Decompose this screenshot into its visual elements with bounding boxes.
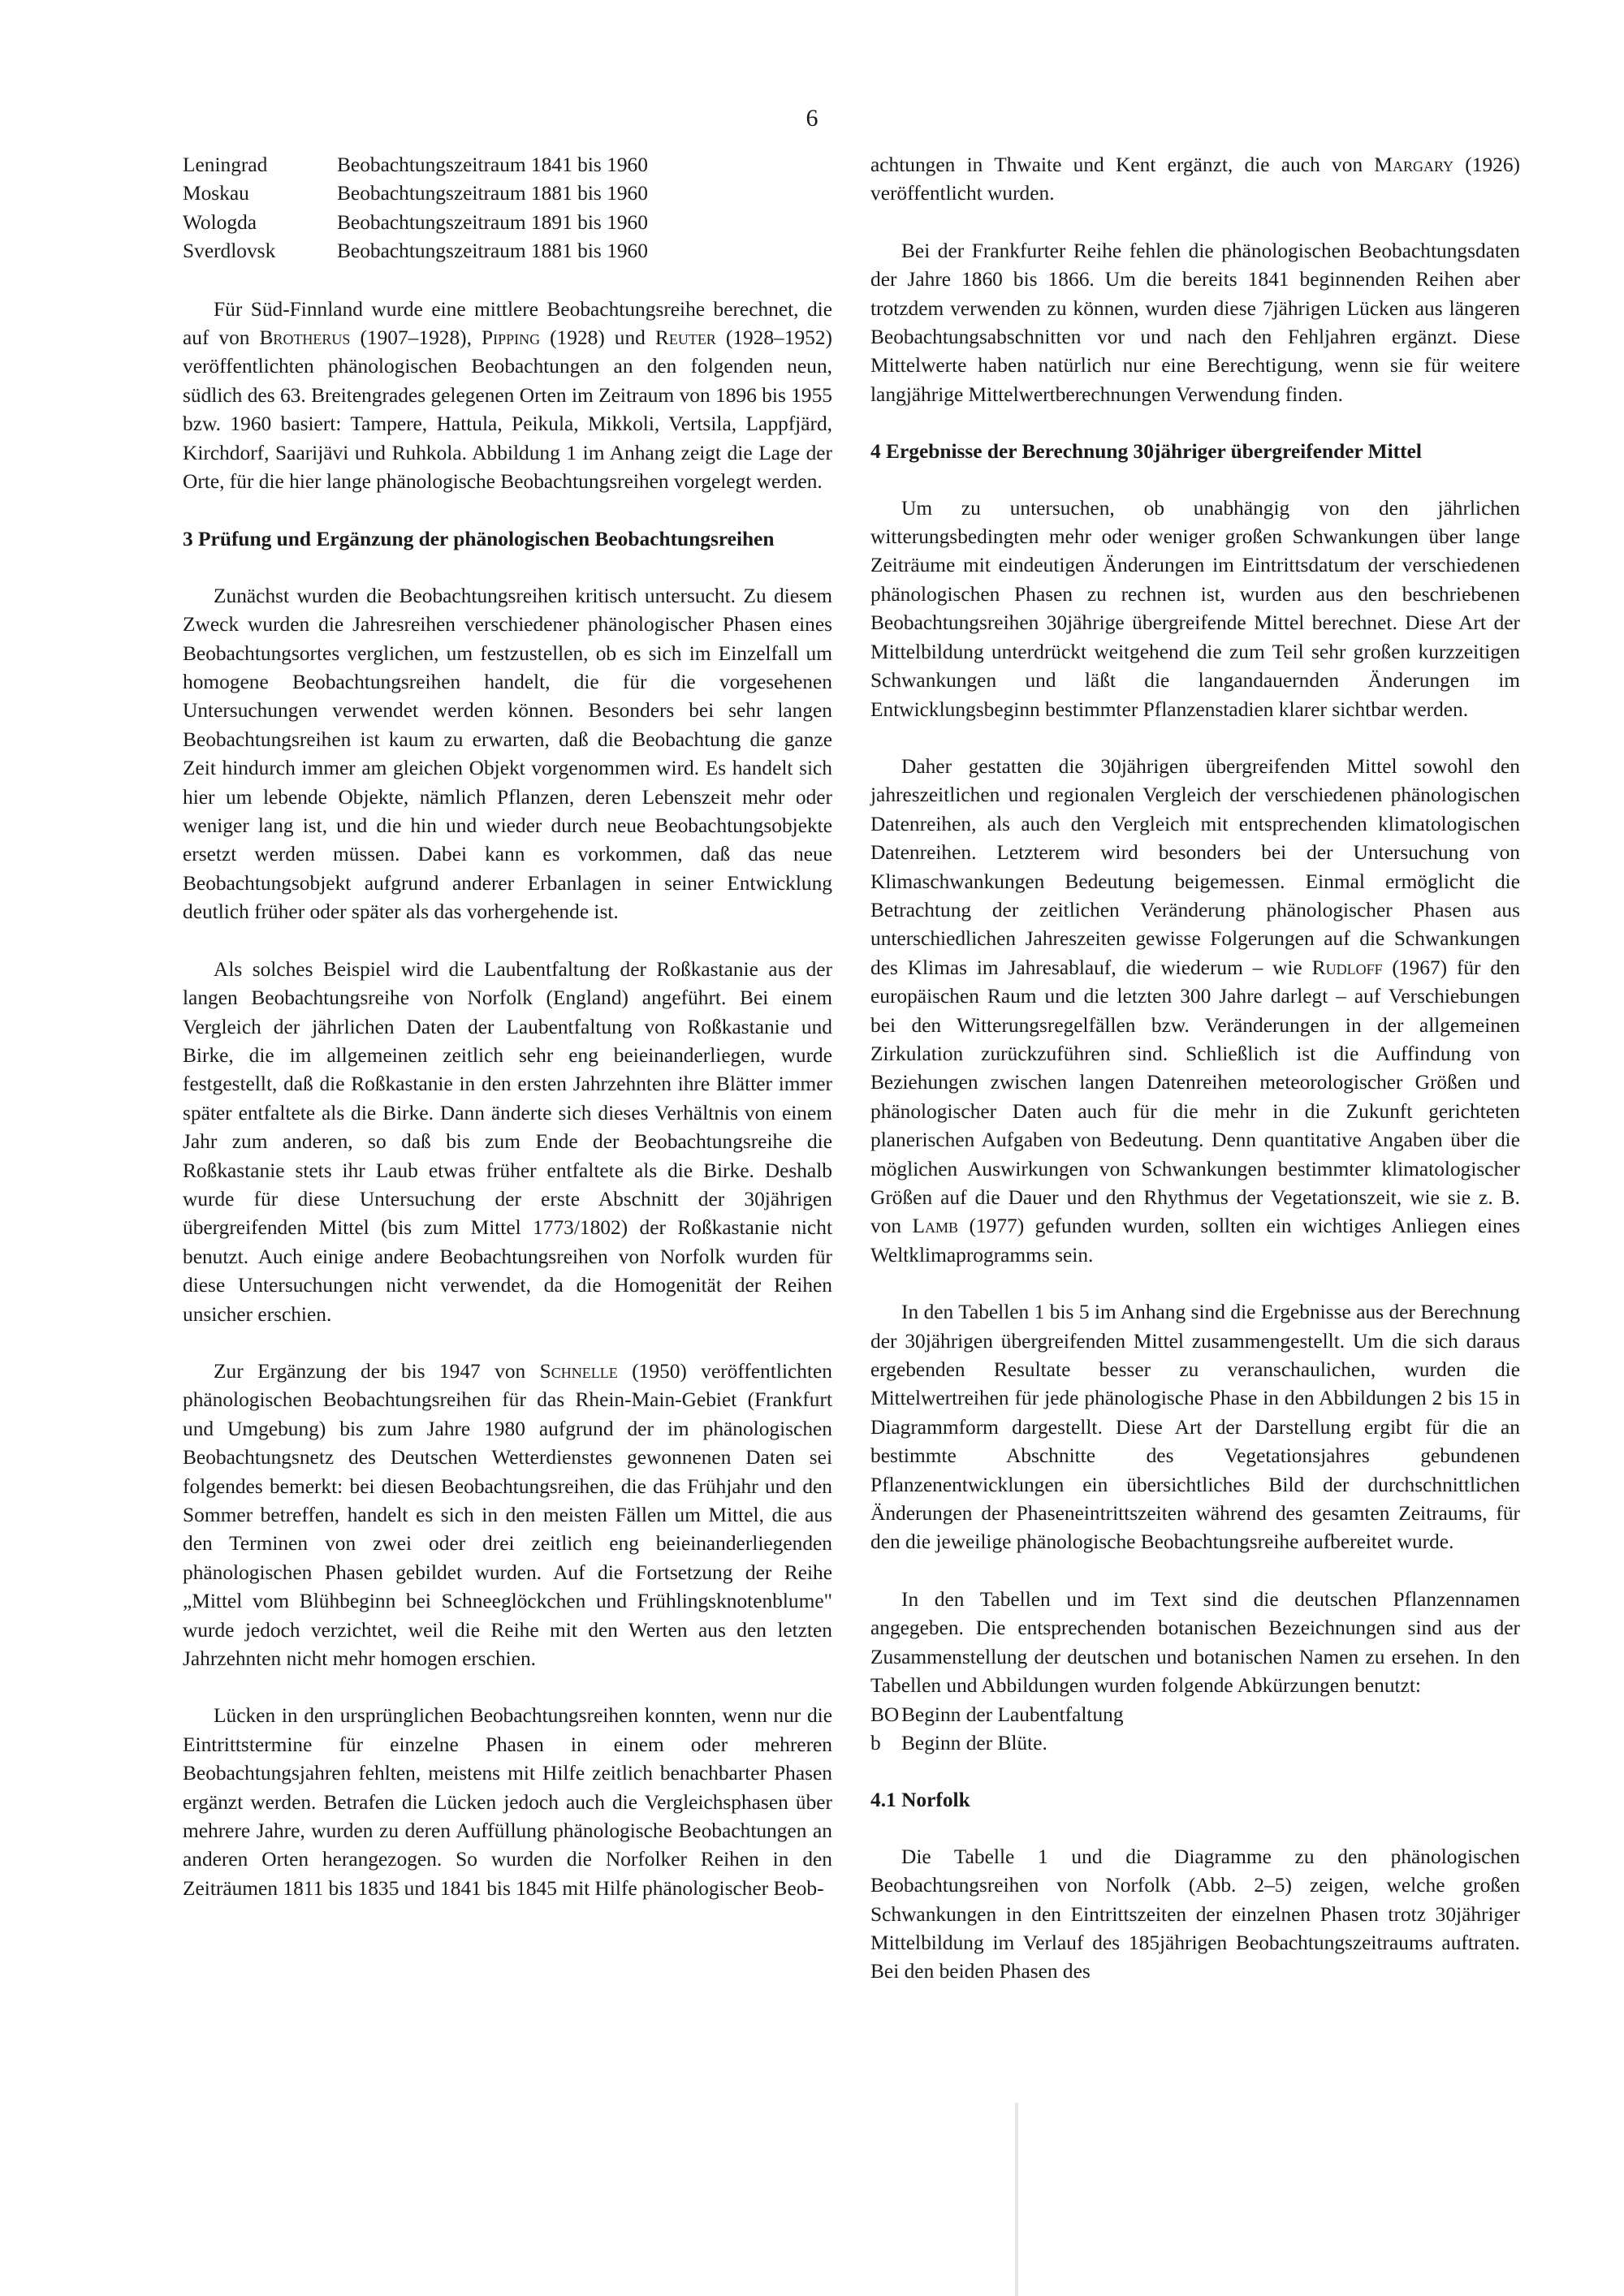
station-name: Sverdlovsk — [183, 240, 276, 263]
station-period: Beobachtungszeitraum 1891 bis 1960 — [337, 210, 648, 234]
paragraph-tabellen: In den Tabellen 1 bis 5 im Anhang sind die Ergebnisse aus der Berechnung der 30jährigen übergreifenden Mittel zusammengestellt. Um die sich daraus ergebenden Resultate besser zu veranschaulichen, wurden die Mittelwertreihen für jede phänologische Phase in den Abbildungen 2 bis 15 in Diagrammform dargestellt. Diese Art der Darstellung ergibt für die an bestimmte Abschnitte des Vegetationsjahres gebundenen Pflanzenentwicklungen ein übersichtliches Bild der durchschnittlichen Änderungen der Phaseneintrittszeiten während des gesamten Zeitraums, für den die jeweilige phänologische Beobachtungsreihe aufbereitet wurde. — [870, 1301, 1520, 1554]
station-period: Beobachtungszeitraum 1881 bis 1960 — [337, 182, 648, 205]
abbreviation-key: b — [870, 1731, 881, 1754]
paragraph-untersuchen: Um zu untersuchen, ob unabhängig von den jährlichen witterungsbedingten mehr oder weniger großen Schwankungen über lange Zeiträume mit eindeutigen Änderungen im Eintrittsdatum der verschiedenen phänologischen Phasen zu rechnen ist, wurden aus den beschriebenen Beobachtungsreihen 30jährige übergreifende Mittel berechnet. Diese Art der Mittelbildung unterdrückt weitgehend die zum Teil sehr großen kurzzeitigen Schwankungen und läßt die langandauernden Änderungen im Entwicklungsbeginn bestimmter Pflanzenstadien klarer sichtbar werden. — [870, 496, 1520, 721]
station-period: Beobachtungszeitraum 1881 bis 1960 — [337, 240, 648, 263]
scan-artifact-line — [1015, 2103, 1018, 2296]
station-row — [183, 237, 832, 265]
paragraph-norfolk: Die Tabelle 1 und die Diagramme zu den phänologischen Beobachtungsreihen von Norfolk (Abb. 2–5) zeigen, welche großen Schwankungen in den Eintrittszeiten der einzelnen Phasen trotz 30jähriger Mittelbildung im Verlauf des 185jährigen Beobachtungszeitraums auftraten. Bei den beiden Phasen des — [870, 1845, 1520, 1983]
author-brotherus: Brotherus — [259, 326, 351, 349]
paragraph-frankfurt: Bei der Frankfurter Reihe fehlen die phänologischen Beobachtungsdaten der Jahre 1860 bis 1866. Um die bereits 1841 beginnenden Reihen aber trotzdem verwenden zu können, wurden diese 7jährigen Lücken aus längeren Beobachtungsabschnitten vor und nach den Fehljahren ergänzt. Diese Mittelwerte haben natürlich nur eine Berechtigung, wenn sie für weitere langjährige Mittelwertberechnungen Verwendung finden. — [870, 239, 1520, 406]
left-column — [183, 151, 832, 1931]
paragraph-luecken: Lücken in den ursprünglichen Beobachtungsreihen konnten, wenn nur die Eintrittstermine für einzelne Phasen in einem oder mehreren Beobachtungsjahren fehlten, meistens mit Hilfe zeitlich benachbarter Phasen ergänzt werden. Betrafen die Lücken jedoch auch die Vergleichsphasen über mehrere Jahre, wurden zu deren Auffüllung phänologische Beobachtungen an anderen Orten herangezogen. So wurden die Norfolker Reihen in den Zeiträumen 1811 bis 1835 und 1841 bis 1845 mit Hilfe phänologischer Beob- — [183, 1704, 832, 1900]
station-row — [183, 209, 832, 237]
author-lamb: Lamb — [912, 1215, 959, 1238]
station-name: Wologda — [183, 210, 257, 234]
paragraph-pruefung: Zunächst wurden die Beobachtungsreihen kritisch untersucht. Zu diesem Zweck wurden die Jahresreihen verschiedener phänologischer Phasen eines Beobachtungsortes verglichen, um festzustellen, ob es sich im Einzelfall um homogene Beobachtungsreihen handelt, die für die vorgesehenen Untersuchungen verwendet werden können. Besonders bei sehr langen Beobachtungsreihen ist kaum zu erwarten, daß die Beobachtung die ganze Zeit hindurch immer am gleichen Objekt vorgenommen wird. Es handelt sich hier um lebende Objekte, nämlich Pflanzen, deren Lebenszeit mehr oder weniger lang ist, und die hin und wieder durch neue Beobachtungsobjekte ersetzt werden müssen. Dabei kann es vorkommen, daß das neue Beobachtungsobjekt aufgrund anderer Erbanlagen in seiner Entwicklung deutlich früher oder später als das vorhergehende ist. — [183, 584, 832, 924]
abbreviation-list — [870, 1701, 1520, 1759]
station-table — [183, 151, 832, 266]
author-rudloff: Rudloff — [1311, 956, 1383, 979]
abbreviation-item — [870, 1729, 1520, 1758]
right-column — [870, 151, 1520, 1987]
paragraph-namen: In den Tabellen und im Text sind die deutschen Pflanzennamen angegeben. Die entsprechenden botanischen Bezeichnungen sind aus der Zusammenstellung der deutschen und botanischen Namen zu ersehen. In den Tabellen und Abbildungen wurden folgende Abkürzungen benutzt: — [870, 1587, 1520, 1698]
author-reuter: Reuter — [654, 326, 716, 349]
paragraph-continued: achtungen in Thwaite und Kent ergänzt, die auch von Margary (1926) veröffentlicht wurden. — [870, 153, 1520, 205]
station-name: Leningrad — [183, 153, 268, 176]
abbreviation-key: BO — [870, 1703, 900, 1726]
abbreviation-label: Beginn der Blüte. — [901, 1731, 1047, 1754]
abbreviation-label: Beginn der Laubentfaltung — [901, 1703, 1124, 1726]
page-number: 6 — [806, 105, 818, 132]
paragraph-beispiel: Als solches Beispiel wird die Laubentfaltung der Roßkastanie aus der langen Beobachtungsreihe von Norfolk (England) angeführt. Bei einem Vergleich der jährlichen Daten der Laubentfaltung von Roßkastanie und Birke, die im allgemeinen zeitlich sehr eng beieinanderliegen, wurde festgestellt, daß die Roßkastanie in den ersten Jahrzehnten ihre Blätter immer später entfaltete als die Birke. Dann änderte sich dieses Verhältnis von einem Jahr zum anderen, so daß bis zum Ende der Beobachtungsreihe die Roßkastanie stets ihr Laub etwas früher entfaltete als die Birke. Deshalb wurde für diese Untersuchung der erste Abschnitt der 30jährigen übergreifenden Mittel (bis zum Mittel 1773/1802) der Roßkastanie nicht benutzt. Auch einige andere Beobachtungsreihen von Norfolk wurden für diese Untersuchungen nicht verwendet, da die Homogenität der Reihen unsicher erschien. — [183, 957, 832, 1326]
section-heading-4: 4 Ergebnisse der Berechnung 30jähriger übergreifender Mittel — [870, 440, 1422, 464]
section-heading-4-1: 4.1 Norfolk — [870, 1789, 970, 1812]
section-heading-3: 3 Prüfung und Ergänzung der phänologischen Beobachtungsreihen — [183, 528, 775, 551]
station-period: Beobachtungszeitraum 1841 bis 1960 — [337, 153, 648, 176]
paragraph-ergaenzung: Zur Ergänzung der bis 1947 von Schnelle (1950) veröffentlichten phänologischen Beobachtungsreihen für das Rhein-Main-Gebiet (Frankfurt und Umgebung) bis zum Jahre 1980 aufgrund der im phänologischen Beobachtungsnetz des Deutschen Wetterdienstes gewonnenen Daten sei folgendes bemerkt: bei diesen Beobachtungsreihen, die das Frühjahr und den Sommer betreffen, handelt es sich in den meisten Fällen um Mittel, die aus den Terminen von zwei oder drei zeitlich eng beieinanderliegenden phänologischen Phasen gebildet wurden. Auf die Fortsetzung der Reihe „Mittel vom Blühbeginn bei Schneeglöckchen und Frühlingsknotenblume" wurde jedoch verzichtet, weil die Reihe mit den Werten aus den letzten Jahrzehnten nicht mehr homogen erschien. — [183, 1359, 832, 1671]
paragraph-finnland: Für Süd-Finnland wurde eine mittlere Beobachtungsreihe berechnet, die auf von Brotherus (1907–1928), Pipping (1928) und Reuter (1928–1952) veröffentlichten phänologischen Beobachtungen an den folgenden neun, südlich des 63. Breitengrades gelegenen Orten im Zeitraum von 1896 bis 1955 bzw. 1960 basiert: Tampere, Hattula, Peikula, Mikkoli, Vertsila, Lappfjärd, Kirchdorf, Saarijävi und Ruhkola. Abbildung 1 im Anhang zeigt die Lage der Orte, für die hier lange phänologische Beobachtungsreihen vorgelegt werden. — [183, 297, 832, 493]
author-pipping: Pipping — [481, 326, 541, 349]
station-name: Moskau — [183, 182, 249, 205]
station-row — [183, 151, 832, 179]
abbreviation-item — [870, 1701, 1520, 1729]
paragraph-daher: Daher gestatten die 30jährigen übergreifenden Mittel sowohl den jahreszeitlichen und regionalen Vergleich der verschiedenen phänologischen Datenreihen, als auch den Vergleich mit entsprechenden klimatologischen Datenreihen. Letzterem wird besonders bei der Untersuchung von Klimaschwankungen Bedeutung beigemessen. Einmal ermöglicht die Betrachtung der zeitlichen Veränderung phänologischer Phasen aus unterschiedlichen Jahreszeiten gewisse Folgerungen auf die Schwankungen des Klimas im Jahresablauf, die wiederum – wie Rudloff (1967) für den europäischen Raum und die letzten 300 Jahre darlegt – auf Verschiebungen bei den Witterungsregelfällen bzw. Veränderungen in der allgemeinen Zirkulation zurückzuführen sind. Schließlich ist die Auffindung von Beziehungen zwischen langen Datenreihen meteorologischer Größen und phänologischer Daten auch für die mehr in die Zukunft gerichteten planerischen Aufgaben von Bedeutung. Denn quantitative Angaben über die möglichen Auswirkungen von Schwankungen bestimmter klimatologischer Größen auf die Dauer und den Rhythmus der Vegetationszeit, wie sie z. B. von Lamb (1977) gefunden wurden, sollten ein wichtiges Anliegen eines Weltklimaprogramms sein. — [870, 754, 1520, 1267]
author-schnelle: Schnelle — [539, 1359, 618, 1383]
author-margary: Margary — [1374, 153, 1454, 176]
station-row — [183, 179, 832, 208]
